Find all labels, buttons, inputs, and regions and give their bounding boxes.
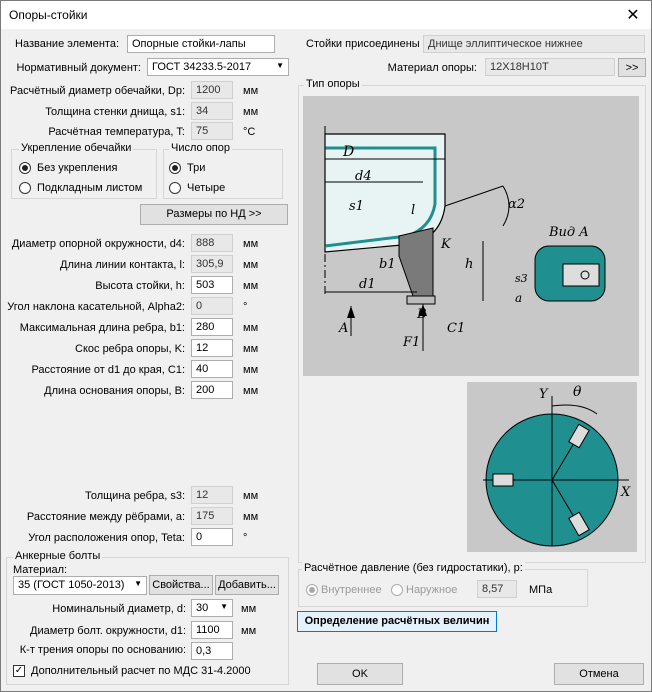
param-label: Длина основания опоры, B: — [44, 385, 185, 397]
support-base — [407, 296, 435, 304]
extra-check-label: Дополнительный расчет по МДС 31-4.2000 — [31, 665, 251, 677]
label-Y: Y — [539, 387, 548, 402]
extra-check-checkbox[interactable]: ✓ — [14, 665, 24, 676]
bolts-material-value: 35 (ГОСТ 1050-2013) — [18, 579, 125, 591]
param-input[interactable]: 503 — [191, 276, 233, 294]
label-d1: d1 — [359, 277, 376, 292]
param-input[interactable]: 200 — [191, 381, 233, 399]
label-a: a — [515, 291, 523, 305]
sizes-by-nd-button[interactable]: Размеры по НД >> — [140, 204, 288, 225]
material-support-value: 12Х18Н10Т — [485, 58, 615, 76]
cancel-button[interactable]: Отмена — [554, 663, 644, 685]
pressure-unit: МПа — [529, 584, 553, 596]
param-input[interactable]: 12 — [191, 339, 233, 357]
label-d4: d4 — [355, 169, 372, 184]
reinforce-title: Укрепление обечайки — [21, 142, 132, 154]
material-support-button[interactable]: >> — [618, 58, 646, 77]
bolt-circle-label: Диаметр болт. окружности, d1: — [30, 625, 186, 637]
support-type-title: Тип опоры — [306, 78, 360, 90]
label-F1: F1 — [403, 335, 421, 350]
element-name-label: Название элемента: — [15, 38, 119, 50]
param-label: Расстояние от d1 до края, C1: — [31, 364, 185, 376]
param-unit: мм — [243, 511, 259, 523]
pressure-title: Расчётное давление (без гидростатики), p: — [304, 562, 523, 574]
pressure-inner-label: Внутреннее — [321, 584, 382, 596]
param-unit: мм — [243, 238, 259, 250]
supports-four-radio[interactable] — [169, 182, 181, 194]
param-unit: мм — [243, 322, 259, 334]
bolt-nominal-unit: мм — [241, 603, 257, 615]
pressure-inner-radio[interactable] — [306, 584, 318, 596]
label-X: X — [621, 485, 631, 500]
param-unit: ° — [243, 532, 248, 544]
param-input[interactable]: 40 — [191, 360, 233, 378]
label-K: K — [441, 237, 451, 252]
bolts-title: Анкерные болты — [15, 550, 101, 562]
bolt-nominal-select[interactable] — [191, 599, 233, 617]
supports-three-radio[interactable] — [169, 162, 181, 174]
chevron-down-icon: ▼ — [134, 579, 142, 588]
param-label: Высота стойки, h: — [95, 280, 185, 292]
element-name-input[interactable]: Опорные стойки-лапы — [127, 35, 275, 53]
param-input[interactable]: 0 — [191, 297, 233, 315]
label-B: B — [417, 307, 427, 322]
plan-support-1 — [493, 474, 513, 486]
support-drawing — [303, 96, 639, 556]
bolts-props-button[interactable]: Свойства... — [149, 575, 213, 595]
temp-label: Расчётная температура, T: — [48, 126, 185, 138]
label-alpha2: α2 — [508, 197, 526, 212]
param-input[interactable]: 12 — [191, 486, 233, 504]
param-label: Скос ребра опоры, K: — [75, 343, 185, 355]
friction-input[interactable]: 0,3 — [191, 642, 233, 660]
bolts-add-button[interactable]: Добавить... — [215, 575, 279, 595]
chevron-down-icon: ▼ — [276, 61, 284, 70]
label-view: Вид A — [549, 225, 589, 240]
param-unit: мм — [243, 385, 259, 397]
pressure-outer-radio[interactable] — [391, 584, 403, 596]
bolt-circle-input[interactable]: 1100 — [191, 621, 233, 639]
temp-input[interactable]: 75 — [191, 122, 233, 140]
bolt-nominal-label: Номинальный диаметр, d: — [52, 603, 186, 615]
reinforce-plate-radio[interactable] — [19, 182, 31, 194]
label-s3: s3 — [515, 272, 528, 285]
norm-doc-select[interactable] — [147, 58, 289, 76]
ok-button[interactable]: OK — [317, 663, 403, 685]
label-A: A — [339, 321, 349, 336]
title-bar — [1, 1, 651, 29]
material-support-label: Материал опоры: — [387, 62, 477, 74]
attached-label: Стойки присоединены — [306, 38, 420, 50]
label-theta: θ — [573, 384, 582, 400]
param-input[interactable]: 888 — [191, 234, 233, 252]
friction-label: К-т трения опоры по основанию: — [19, 644, 186, 656]
supports-count-title: Число опор — [171, 142, 231, 154]
bolts-material-select[interactable] — [13, 576, 147, 595]
supports-three-label: Три — [187, 162, 206, 174]
param-unit: мм — [243, 364, 259, 376]
norm-doc-label: Нормативный документ: — [16, 62, 141, 74]
param-label: Угол расположения опор, Teta: — [28, 532, 185, 544]
param-unit: мм — [243, 343, 259, 355]
param-unit: мм — [243, 490, 259, 502]
reinforce-none-label: Без укрепления — [37, 162, 118, 174]
close-icon[interactable]: ✕ — [626, 7, 640, 24]
diameter-unit: мм — [243, 85, 259, 97]
label-s1: s1 — [349, 199, 364, 214]
param-unit: мм — [243, 280, 259, 292]
param-label: Расстояние между рёбрами, a: — [26, 511, 185, 523]
bolt-nominal-value: 30 — [196, 602, 209, 614]
param-label: Толщина ребра, s3: — [84, 490, 185, 502]
pressure-value: 8,57 — [477, 580, 517, 598]
wall-label: Толщина стенки днища, s1: — [45, 106, 185, 118]
label-D: D — [343, 144, 355, 160]
label-h: h — [465, 257, 474, 272]
reinforce-none-radio[interactable] — [19, 162, 31, 174]
param-label: Максимальная длина ребра, b1: — [19, 322, 185, 334]
calc-button[interactable]: Определение расчётных величин — [297, 611, 497, 632]
label-C1: C1 — [447, 321, 466, 336]
temp-unit: °С — [243, 126, 256, 138]
param-label: Диаметр опорной окружности, d4: — [11, 238, 185, 250]
diameter-input[interactable]: 1200 — [191, 81, 233, 99]
param-label: Угол наклона касательной, Alpha2: — [7, 301, 185, 313]
label-l: l — [411, 203, 416, 218]
param-unit: мм — [243, 259, 259, 271]
bolt-circle-unit: мм — [241, 625, 257, 637]
supports-four-label: Четыре — [187, 182, 226, 194]
param-input[interactable]: 0 — [191, 528, 233, 546]
chevron-down-icon: ▼ — [220, 602, 228, 611]
param-input[interactable]: 280 — [191, 318, 233, 336]
pressure-outer-label: Наружное — [406, 584, 458, 596]
wall-unit: мм — [243, 106, 259, 118]
param-input[interactable]: 175 — [191, 507, 233, 525]
param-input[interactable]: 305,9 — [191, 255, 233, 273]
param-unit: ° — [243, 301, 248, 313]
wall-input[interactable]: 34 — [191, 102, 233, 120]
bolts-material-label: Материал: — [13, 564, 68, 576]
diameter-label: Расчётный диаметр обечайки, Dp: — [10, 85, 185, 97]
attached-value: Днище эллиптическое нижнее — [423, 35, 645, 53]
label-b1: b1 — [379, 257, 396, 272]
norm-doc-value: ГОСТ 34233.5-2017 — [152, 61, 252, 73]
param-label: Длина линии контакта, l: — [60, 259, 185, 271]
reinforce-plate-label: Подкладным листом — [37, 182, 143, 194]
window-title: Опоры-стойки — [9, 8, 88, 22]
